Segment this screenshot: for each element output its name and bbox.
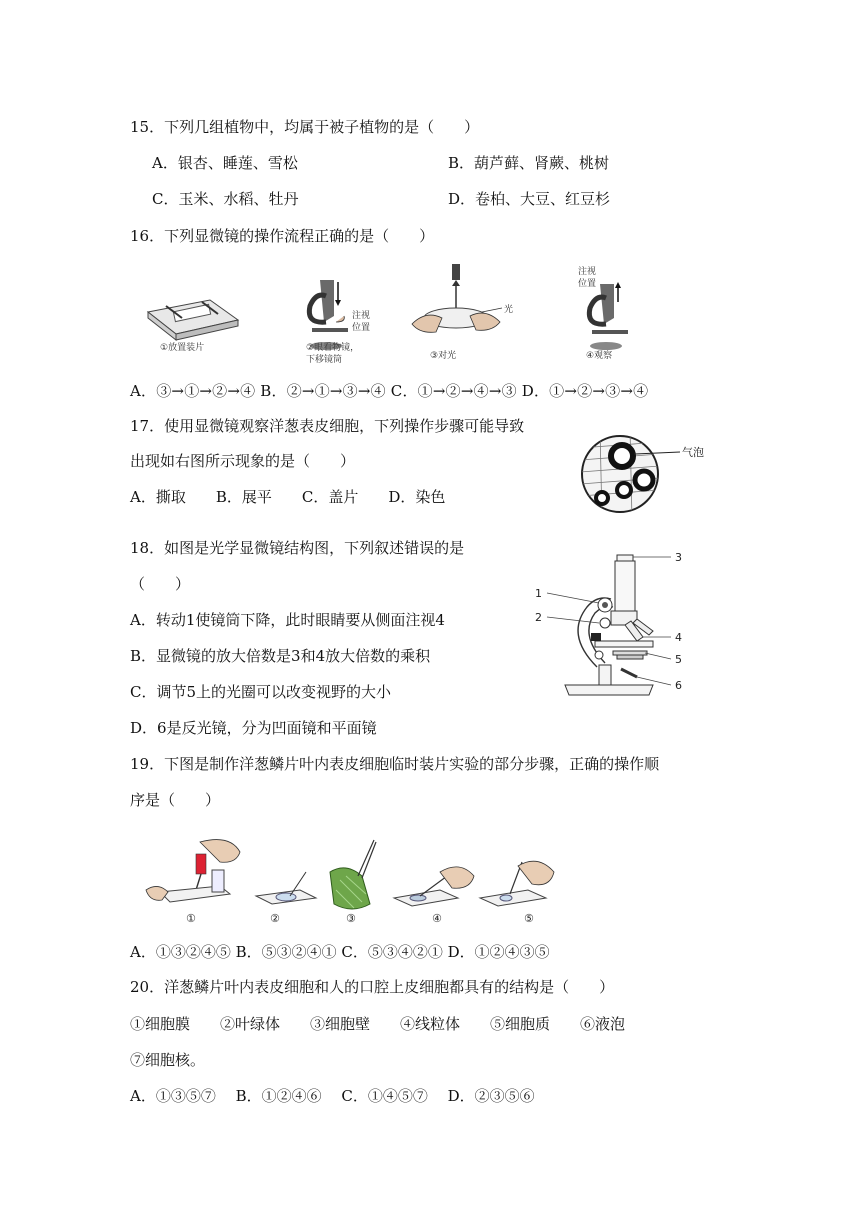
q20-items: ①细胞膜 ②叶绿体 ③细胞壁 ④线粒体 ⑤细胞质 ⑥液泡: [130, 1015, 626, 1033]
q18-figure-microscope-structure: [525, 545, 695, 703]
step1-place-slide-illustration: [148, 300, 238, 340]
q16-options: A．③→①→②→④ B．②→①→③→④ C．①→②→④→③ D．①→②→③→④: [130, 382, 649, 400]
q18-stem-line2: （ ）: [130, 575, 191, 593]
q15-option-b: B．葫芦藓、肾蕨、桃树: [448, 154, 610, 172]
step1-dropper-illustration: [146, 840, 240, 902]
step2-gaze-label-1: 注视: [352, 311, 371, 321]
q19-step5-label: ⑤: [524, 912, 534, 925]
q15-option-d: D．卷柏、大豆、红豆杉: [448, 190, 611, 208]
step1-caption: ①放置装片: [160, 343, 205, 353]
step2-slide-illustration: [256, 872, 316, 904]
step3-tear-epidermis-illustration: [330, 840, 376, 909]
q17-stem-line2: 出现如右图所示现象的是（ ）: [130, 452, 356, 470]
q19-stem-line1: 19．下图是制作洋葱鳞片叶内表皮细胞临时装片实验的部分步骤，正确的操作顺: [130, 755, 660, 773]
q18-stem-line1: 18．如图是光学显微镜结构图，下列叙述错误的是: [130, 539, 465, 557]
q20-options: A．①③⑤⑦ B．①②④⑥ C．①④⑤⑦ D．②③⑤⑥: [130, 1087, 535, 1105]
q18-option-a: A．转动1使镜筒下降，此时眼睛要从侧面注视4: [130, 611, 445, 629]
q19-options: A．①③②④⑤ B．⑤③②④① C．⑤③④②① D．①②④③⑤: [130, 943, 550, 961]
q15-option-c: C．玉米、水稻、牡丹: [152, 190, 299, 208]
step2-gaze-label-2: 位置: [352, 323, 371, 333]
label-5: 5: [675, 653, 682, 666]
step4-place-sample-illustration: [394, 867, 474, 906]
label-4: 4: [675, 631, 682, 644]
label-6: 6: [675, 679, 682, 692]
q19-figure-slide-steps: [140, 832, 570, 932]
q19-step3-label: ③: [346, 912, 356, 925]
step3-light-label: 光: [504, 305, 514, 315]
step4-gaze-label-1: 注视: [578, 267, 597, 277]
q19-step2-label: ②: [270, 912, 280, 925]
step4-caption: ④观察: [586, 351, 613, 361]
q19-stem-line2: 序是（ ）: [130, 791, 221, 809]
step2-lower-tube-illustration: [309, 280, 348, 350]
q19-step1-label: ①: [186, 912, 196, 925]
step4-gaze-label-2: 位置: [578, 279, 597, 289]
q18-option-b: B．显微镜的放大倍数是3和4放大倍数的乘积: [130, 647, 431, 665]
q20-stem: 20．洋葱鳞片叶内表皮细胞和人的口腔上皮细胞都具有的结构是（ ）: [130, 978, 615, 996]
q15-option-a: A．银杏、睡莲、雪松: [152, 154, 298, 172]
step2-caption-line2: 下移镜筒: [306, 355, 343, 365]
q17-figure-bubbles: [580, 428, 730, 520]
q15-stem: 15．下列几组植物中，均属于被子植物的是（ ）: [130, 118, 480, 136]
step2-caption-line1: ②眼看物镜，: [306, 343, 360, 353]
q17-stem-line1: 17．使用显微镜观察洋葱表皮细胞，下列操作步骤可能导致: [130, 417, 525, 435]
q16-stem: 16．下列显微镜的操作流程正确的是（ ）: [130, 227, 435, 245]
step4-observe-illustration: [589, 282, 628, 350]
label-1: 1: [535, 587, 542, 600]
step3-light-adjust-illustration: [412, 264, 502, 332]
step5-cover-slip-illustration: [480, 861, 554, 906]
step3-caption: ③对光: [430, 351, 457, 361]
label-2: 2: [535, 611, 542, 624]
q16-figure-microscope-steps: [130, 262, 650, 370]
bubble-label: 气泡: [682, 446, 704, 459]
q19-step4-label: ④: [432, 912, 442, 925]
q17-options: A．撕取 B．展平 C．盖片 D．染色: [130, 488, 446, 506]
label-3: 3: [675, 551, 682, 564]
q20-items-line2: ⑦细胞核。: [130, 1051, 206, 1069]
q18-option-c: C．调节5上的光圈可以改变视野的大小: [130, 683, 392, 701]
q18-option-d: D．6是反光镜，分为凹面镜和平面镜: [130, 719, 377, 737]
